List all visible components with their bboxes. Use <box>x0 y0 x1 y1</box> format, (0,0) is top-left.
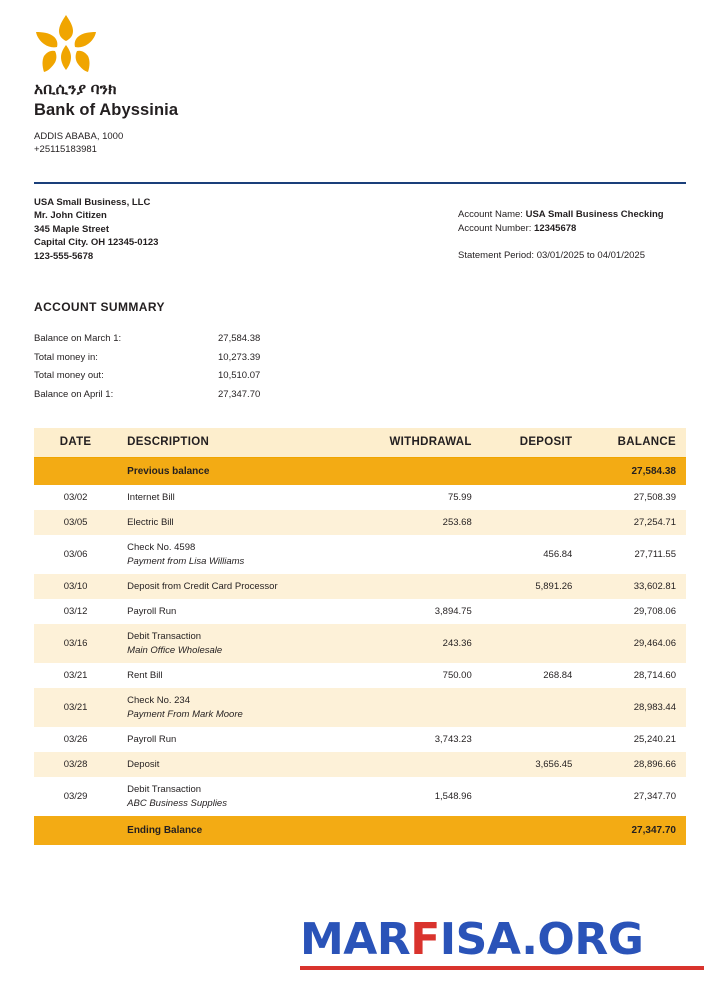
summary-row <box>34 386 328 405</box>
row-withdrawal <box>360 535 482 574</box>
row-description-sub: Main Office Wholesale <box>127 645 223 656</box>
row-date: 03/10 <box>34 574 117 599</box>
row-description-sub: Payment from Lisa Williams <box>127 556 245 567</box>
bank-phone: +25115183981 <box>34 144 97 155</box>
row-description <box>117 485 360 510</box>
row-description-main: Internet Bill <box>127 492 175 503</box>
row-balance: 25,240.21 <box>582 727 686 752</box>
transactions-table <box>34 428 686 845</box>
row-deposit <box>482 599 583 624</box>
previous-balance-label: Previous balance <box>117 458 360 486</box>
previous-balance-row <box>34 458 686 486</box>
row-deposit: 268.84 <box>482 663 583 688</box>
row-deposit: 456.84 <box>482 535 583 574</box>
column-header-deposit: DEPOSIT <box>482 428 583 458</box>
column-header-description: DESCRIPTION <box>117 428 360 458</box>
row-description-main: Payroll Run <box>127 606 177 617</box>
account-number-row <box>458 222 664 236</box>
watermark-part-1: MAR <box>300 914 411 965</box>
row-balance: 27,347.70 <box>582 777 686 816</box>
table-row <box>34 777 686 816</box>
table-row <box>34 663 686 688</box>
table-row <box>34 510 686 535</box>
row-deposit <box>482 727 583 752</box>
statement-period-row <box>458 249 664 263</box>
ending-balance-label: Ending Balance <box>117 816 360 845</box>
row-balance: 27,711.55 <box>582 535 686 574</box>
statement-period-label: Statement Period: <box>458 250 535 261</box>
row-balance: 28,896.66 <box>582 752 686 777</box>
row-description <box>117 688 360 727</box>
row-date: 03/26 <box>34 727 117 752</box>
addressee-person: Mr. John Citizen <box>34 210 107 222</box>
account-name-value: USA Small Business Checking <box>525 209 664 220</box>
account-summary-table <box>34 330 328 404</box>
row-description <box>117 777 360 816</box>
row-balance: 27,254.71 <box>582 510 686 535</box>
row-description <box>117 599 360 624</box>
row-deposit <box>482 624 583 663</box>
summary-value: 10,510.07 <box>218 370 261 381</box>
row-withdrawal: 253.68 <box>360 510 482 535</box>
header-divider <box>34 182 686 184</box>
table-row <box>34 688 686 727</box>
row-description-sub: Payment From Mark Moore <box>127 709 243 720</box>
row-description-sub: ABC Business Supplies <box>127 798 227 809</box>
row-date: 03/12 <box>34 599 117 624</box>
bank-identity <box>34 80 178 156</box>
row-balance: 33,602.81 <box>582 574 686 599</box>
account-info-block <box>458 208 664 263</box>
table-row <box>34 624 686 663</box>
row-date: 03/28 <box>34 752 117 777</box>
row-description-main: Payroll Run <box>127 734 177 745</box>
bank-name-amharic: አቢሲንያ ባንክ <box>34 81 117 98</box>
row-date: 03/29 <box>34 777 117 816</box>
row-description <box>117 663 360 688</box>
row-withdrawal: 3,894.75 <box>360 599 482 624</box>
summary-value: 27,584.38 <box>218 333 261 344</box>
account-number-label: Account Number: <box>458 223 532 234</box>
watermark-part-3: ISA.ORG <box>439 914 644 965</box>
column-header-date: DATE <box>34 428 117 458</box>
row-deposit <box>482 485 583 510</box>
row-balance: 28,983.44 <box>582 688 686 727</box>
ending-balance-amount: 27,347.70 <box>582 816 686 845</box>
row-balance: 29,708.06 <box>582 599 686 624</box>
table-row <box>34 599 686 624</box>
row-date: 03/21 <box>34 663 117 688</box>
row-withdrawal: 3,743.23 <box>360 727 482 752</box>
previous-balance-amount: 27,584.38 <box>582 458 686 486</box>
row-description-main: Debit Transaction <box>127 784 202 795</box>
row-description <box>117 535 360 574</box>
column-header-withdrawal: WITHDRAWAL <box>360 428 482 458</box>
account-number-value: 12345678 <box>534 223 577 234</box>
summary-row <box>34 330 328 349</box>
row-withdrawal <box>360 688 482 727</box>
row-deposit <box>482 777 583 816</box>
row-description <box>117 510 360 535</box>
row-description-main: Check No. 234 <box>127 695 190 706</box>
addressee-company: USA Small Business, LLC <box>34 197 151 208</box>
row-description-main: Electric Bill <box>127 517 174 528</box>
row-deposit <box>482 510 583 535</box>
row-withdrawal: 75.99 <box>360 485 482 510</box>
row-balance: 28,714.60 <box>582 663 686 688</box>
table-row <box>34 535 686 574</box>
row-description-main: Check No. 4598 <box>127 542 196 553</box>
statement-period-value: 03/01/2025 to 04/01/2025 <box>536 250 645 261</box>
row-description <box>117 624 360 663</box>
row-description-main: Deposit <box>127 759 160 770</box>
addressee-phone: 123-555-5678 <box>34 250 94 262</box>
row-date: 03/06 <box>34 535 117 574</box>
summary-label: Total money out: <box>34 370 104 381</box>
account-summary-title: ACCOUNT SUMMARY <box>34 300 165 314</box>
table-row <box>34 727 686 752</box>
summary-value: 10,273.39 <box>218 351 261 363</box>
row-description-main: Debit Transaction <box>127 631 202 642</box>
row-deposit <box>482 688 583 727</box>
addressee-street: 345 Maple Street <box>34 223 109 235</box>
row-withdrawal: 750.00 <box>360 663 482 688</box>
row-date: 03/02 <box>34 485 117 510</box>
watermark-part-2: F <box>410 914 440 965</box>
summary-label: Balance on April 1: <box>34 388 114 400</box>
account-name-label: Account Name: <box>458 209 523 220</box>
row-description-main: Rent Bill <box>127 670 163 681</box>
row-date: 03/21 <box>34 688 117 727</box>
bank-address: ADDIS ABABA, 1000 <box>34 131 124 142</box>
row-deposit: 5,891.26 <box>482 574 583 599</box>
bank-logo <box>34 14 98 76</box>
table-row <box>34 485 686 510</box>
watermark <box>300 916 704 964</box>
summary-label: Total money in: <box>34 351 98 363</box>
table-row <box>34 574 686 599</box>
row-date: 03/05 <box>34 510 117 535</box>
ending-balance-row <box>34 816 686 845</box>
summary-row <box>34 367 328 386</box>
row-date: 03/16 <box>34 624 117 663</box>
addressee-block <box>34 196 158 263</box>
column-header-balance: BALANCE <box>582 428 686 458</box>
row-withdrawal: 1,548.96 <box>360 777 482 816</box>
row-description-main: Deposit from Credit Card Processor <box>127 581 278 592</box>
row-deposit: 3,656.45 <box>482 752 583 777</box>
row-withdrawal: 243.36 <box>360 624 482 663</box>
bank-name-english: Bank of Abyssinia <box>34 101 179 119</box>
row-balance: 27,508.39 <box>582 485 686 510</box>
row-withdrawal <box>360 574 482 599</box>
row-balance: 29,464.06 <box>582 624 686 663</box>
table-row <box>34 752 686 777</box>
row-description <box>117 574 360 599</box>
row-description <box>117 752 360 777</box>
row-withdrawal <box>360 752 482 777</box>
watermark-underline <box>300 966 704 970</box>
transactions-header-row <box>34 428 686 458</box>
addressee-city: Capital City. OH 12345-0123 <box>34 237 159 249</box>
summary-row <box>34 349 328 368</box>
summary-value: 27,347.70 <box>218 388 261 400</box>
row-description <box>117 727 360 752</box>
account-name-row <box>458 208 664 222</box>
summary-label: Balance on March 1: <box>34 333 122 344</box>
